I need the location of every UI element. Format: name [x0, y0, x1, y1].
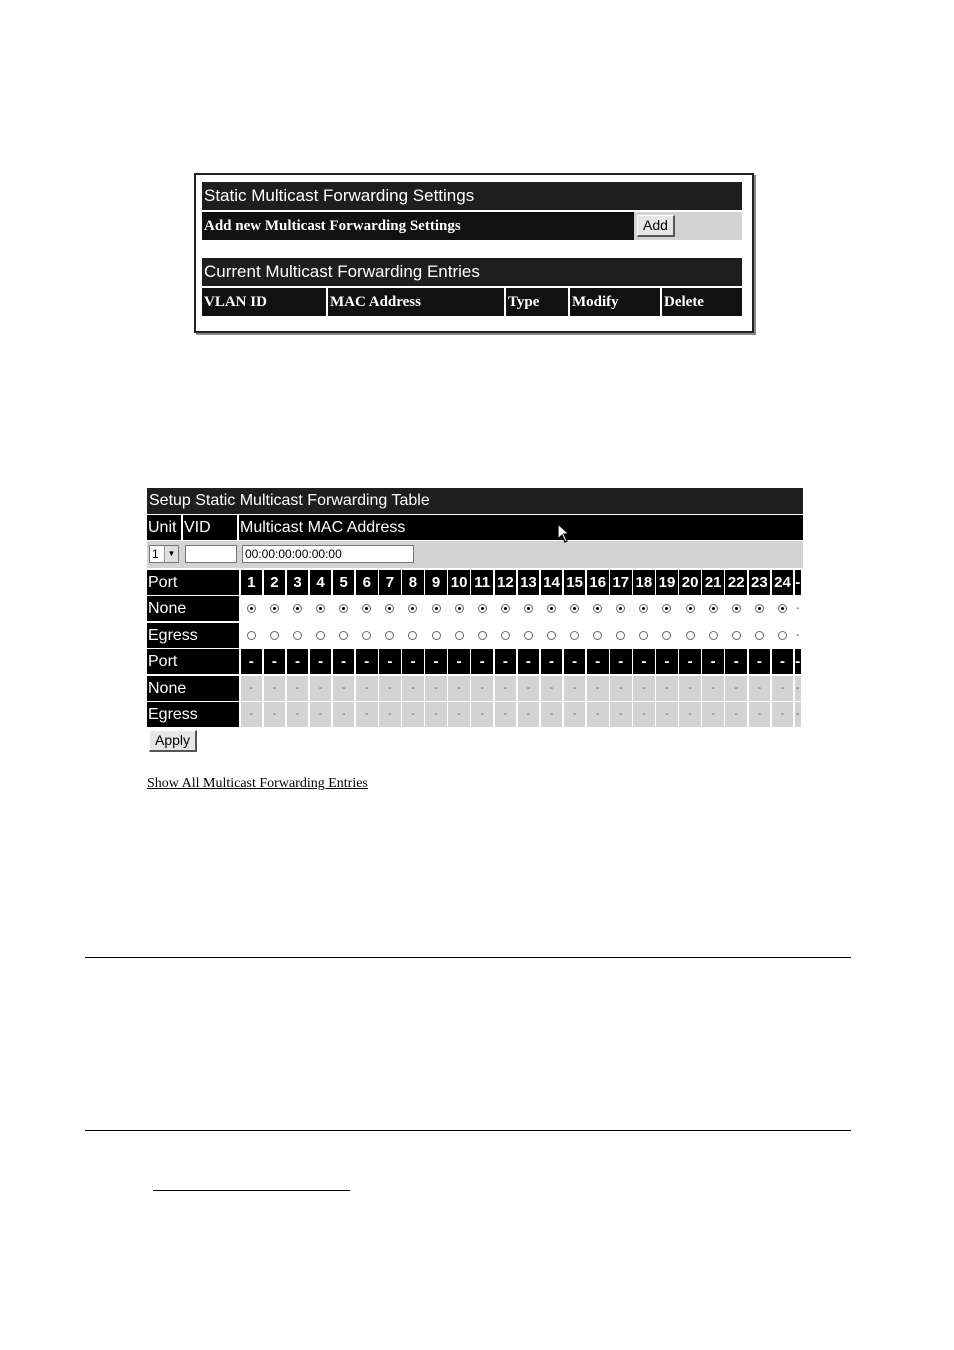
port-6-none-radio[interactable] [362, 604, 371, 613]
port-19-none-radio[interactable] [662, 604, 671, 613]
port-13-egress-radio[interactable] [524, 631, 533, 640]
add-settings-label: Add new Multicast Forwarding Settings [202, 212, 634, 240]
setup-inputs-row [147, 541, 803, 568]
port-number: 4 [310, 570, 332, 595]
port-number: - [795, 570, 801, 595]
port-number: 20 [679, 570, 701, 595]
port-7-egress-radio[interactable] [385, 631, 394, 640]
port-7-none-radio[interactable] [385, 604, 394, 613]
radio-cell [772, 596, 794, 621]
radio-cell [610, 596, 632, 621]
empty-port-cell: - [772, 676, 794, 701]
radio-cell [587, 623, 609, 648]
empty-port-cell: - [310, 702, 332, 727]
port-number: 19 [656, 570, 678, 595]
radio-cell [749, 596, 771, 621]
port-number: - [333, 649, 355, 674]
port-number: 17 [610, 570, 632, 595]
radio-cell [402, 596, 424, 621]
column-type: Type [506, 288, 568, 316]
empty-port-cell: - [356, 702, 378, 727]
empty-port-cell: - [356, 676, 378, 701]
row-label-egress: Egress [147, 623, 239, 648]
port-1-egress-radio[interactable] [247, 631, 256, 640]
empty-port-cell: - [656, 676, 678, 701]
empty-port-cell: - [379, 702, 401, 727]
empty-port-cell: - [610, 702, 632, 727]
empty-port-cell: - [448, 676, 470, 701]
empty-port-cell: - [541, 702, 563, 727]
port-14-none-radio[interactable] [547, 604, 556, 613]
radio-cell [264, 623, 286, 648]
port-number: - [425, 649, 447, 674]
empty-port-cell: - [679, 702, 701, 727]
port-23-none-radio[interactable] [755, 604, 764, 613]
radio-cell [448, 623, 470, 648]
radio-cell [425, 623, 447, 648]
empty-port-cell: - [795, 676, 801, 701]
add-button[interactable]: Add [637, 215, 675, 237]
row-label-none: None [147, 676, 239, 701]
radio-cell [495, 596, 517, 621]
port-16-egress-radio[interactable] [593, 631, 602, 640]
radio-cell [333, 596, 355, 621]
radio-cell [702, 623, 724, 648]
mouse-cursor-icon [557, 523, 571, 545]
show-all-entries-link[interactable]: Show All Multicast Forwarding Entries [147, 776, 368, 791]
port-18-egress-radio[interactable] [639, 631, 648, 640]
row-label-port: Port [147, 570, 239, 595]
port-number: 1 [241, 570, 263, 595]
settings-title: Static Multicast Forwarding Settings [202, 182, 742, 210]
row-label-egress: Egress [147, 702, 239, 727]
static-multicast-forwarding-settings-panel [194, 173, 754, 333]
port-8-none-radio[interactable] [408, 604, 417, 613]
radio-cell [495, 623, 517, 648]
port-17-none-radio[interactable] [616, 604, 625, 613]
empty-port-cell: - [333, 702, 355, 727]
add-settings-row [202, 212, 742, 240]
port-number: - [356, 649, 378, 674]
radio-cell [587, 596, 609, 621]
empty-port-cell: - [633, 676, 655, 701]
empty-port-cell: - [587, 676, 609, 701]
port-9-egress-radio[interactable] [432, 631, 441, 640]
radio-cell [656, 623, 678, 648]
divider-line [85, 957, 851, 958]
empty-port-cell: - [679, 676, 701, 701]
current-entries-title: Current Multicast Forwarding Entries [202, 258, 742, 286]
port-number: 2 [264, 570, 286, 595]
port-number: - [795, 649, 801, 674]
mac-header: Multicast MAC Address [239, 515, 803, 540]
radio-cell [679, 596, 701, 621]
radio-cell [564, 596, 586, 621]
radio-cell [287, 623, 309, 648]
port-number: - [772, 649, 794, 674]
port-16-none-radio[interactable] [593, 604, 602, 613]
port-24-egress-radio[interactable] [778, 631, 787, 640]
port-number: 7 [379, 570, 401, 595]
mac-address-input[interactable]: 00:00:00:00:00:00 [242, 545, 414, 563]
empty-port-cell: - [241, 702, 263, 727]
port-number: - [679, 649, 701, 674]
radio-cell [356, 623, 378, 648]
port-2-none-radio[interactable] [270, 604, 279, 613]
radio-cell [241, 596, 263, 621]
empty-port-cell: - [587, 702, 609, 727]
radio-cell [541, 596, 563, 621]
empty-port-cell: - [402, 676, 424, 701]
divider-line [85, 1130, 851, 1131]
radio-cell [241, 623, 263, 648]
radio-cell [633, 623, 655, 648]
empty-port-cell: - [702, 676, 724, 701]
port-19-egress-radio[interactable] [662, 631, 671, 640]
port-15-none-radio[interactable] [570, 604, 579, 613]
port-number: 23 [749, 570, 771, 595]
empty-port-cell: - [656, 702, 678, 727]
port-12-egress-radio[interactable] [501, 631, 510, 640]
setup-title: Setup Static Multicast Forwarding Table [147, 488, 803, 514]
port-20-none-radio[interactable] [686, 604, 695, 613]
port-number: - [587, 649, 609, 674]
column-mac-address: MAC Address [328, 288, 504, 316]
empty-port-cell: - [333, 676, 355, 701]
radio-cell [725, 596, 747, 621]
port-number: - [495, 649, 517, 674]
port-number: - [287, 649, 309, 674]
radio-cell [310, 596, 332, 621]
port-number: - [264, 649, 286, 674]
empty-port-cell: - [564, 676, 586, 701]
radio-cell [702, 596, 724, 621]
port-number: 13 [518, 570, 540, 595]
empty-port-cell: - [518, 702, 540, 727]
port-5-none-radio[interactable] [339, 604, 348, 613]
port-number: 3 [287, 570, 309, 595]
overflow-cell: - [796, 629, 800, 641]
port-number: - [702, 649, 724, 674]
port-number: 11 [471, 570, 493, 595]
port-number: 14 [541, 570, 563, 595]
port-23-egress-radio[interactable] [755, 631, 764, 640]
port-number: - [518, 649, 540, 674]
radio-cell [541, 623, 563, 648]
unit-select[interactable]: 1 ▼ [149, 545, 179, 563]
port-number: - [448, 649, 470, 674]
column-delete: Delete [662, 288, 742, 316]
overflow-cell: - [796, 603, 800, 614]
empty-port-cell: - [264, 702, 286, 727]
empty-port-cell: - [702, 702, 724, 727]
port-grid [147, 570, 803, 728]
empty-port-cell: - [772, 702, 794, 727]
port-number: 10 [448, 570, 470, 595]
port-12-none-radio[interactable] [501, 604, 510, 613]
empty-port-cell: - [541, 676, 563, 701]
port-number: - [402, 649, 424, 674]
port-number: 9 [425, 570, 447, 595]
port-11-egress-radio[interactable] [478, 631, 487, 640]
port-number: - [241, 649, 263, 674]
radio-cell [633, 596, 655, 621]
empty-port-cell: - [264, 676, 286, 701]
port-number: - [379, 649, 401, 674]
empty-port-cell: - [448, 702, 470, 727]
port-number: - [310, 649, 332, 674]
row-label-none: None [147, 596, 239, 621]
radio-cell [656, 596, 678, 621]
unit-header: Unit [147, 515, 181, 540]
port-4-egress-radio[interactable] [316, 631, 325, 640]
empty-port-cell: - [287, 676, 309, 701]
port-number: 24 [772, 570, 794, 595]
port-3-none-radio[interactable] [293, 604, 302, 613]
radio-cell [610, 623, 632, 648]
port-number: 18 [633, 570, 655, 595]
port-number: - [656, 649, 678, 674]
setup-multicast-forwarding-panel [147, 488, 803, 752]
empty-port-cell: - [564, 702, 586, 727]
port-10-none-radio[interactable] [455, 604, 464, 613]
empty-port-cell: - [795, 702, 801, 727]
entries-table-header [202, 288, 742, 316]
radio-cell [471, 623, 493, 648]
empty-port-cell: - [725, 702, 747, 727]
radio-cell [310, 623, 332, 648]
radio-cell [749, 623, 771, 648]
empty-port-cell: - [610, 676, 632, 701]
port-number: - [749, 649, 771, 674]
empty-port-cell: - [471, 702, 493, 727]
port-number: - [610, 649, 632, 674]
radio-cell [564, 623, 586, 648]
radio-cell [471, 596, 493, 621]
radio-cell [264, 596, 286, 621]
empty-port-cell: - [241, 676, 263, 701]
radio-cell [333, 623, 355, 648]
port-4-none-radio[interactable] [316, 604, 325, 613]
column-vlan-id: VLAN ID [202, 288, 326, 316]
empty-port-cell: - [749, 702, 771, 727]
port-number: - [725, 649, 747, 674]
radio-cell [679, 623, 701, 648]
radio-cell [356, 596, 378, 621]
radio-cell [772, 623, 794, 648]
radio-cell [725, 623, 747, 648]
port-10-egress-radio[interactable] [455, 631, 464, 640]
port-number: 21 [702, 570, 724, 595]
port-18-none-radio[interactable] [639, 604, 648, 613]
port-number: 16 [587, 570, 609, 595]
port-number: 5 [333, 570, 355, 595]
dropdown-arrow-icon: ▼ [164, 546, 178, 562]
port-number: 15 [564, 570, 586, 595]
empty-port-cell: - [495, 702, 517, 727]
port-20-egress-radio[interactable] [686, 631, 695, 640]
radio-cell [425, 596, 447, 621]
port-15-egress-radio[interactable] [570, 631, 579, 640]
port-number: - [564, 649, 586, 674]
footnote-rule [153, 1190, 350, 1191]
port-number: 22 [725, 570, 747, 595]
apply-button[interactable]: Apply [149, 730, 197, 752]
empty-port-cell: - [725, 676, 747, 701]
empty-port-cell: - [749, 676, 771, 701]
port-number: - [471, 649, 493, 674]
radio-cell [518, 596, 540, 621]
port-number: 8 [402, 570, 424, 595]
column-modify: Modify [570, 288, 660, 316]
port-9-none-radio[interactable] [432, 604, 441, 613]
port-number: - [633, 649, 655, 674]
vid-header: VID [183, 515, 237, 540]
radio-cell [379, 596, 401, 621]
port-21-egress-radio[interactable] [709, 631, 718, 640]
port-22-none-radio[interactable] [732, 604, 741, 613]
empty-port-cell: - [402, 702, 424, 727]
port-24-none-radio[interactable] [778, 604, 787, 613]
empty-port-cell: - [633, 702, 655, 727]
setup-field-headers [147, 515, 803, 540]
port-1-none-radio[interactable] [247, 604, 256, 613]
radio-cell [448, 596, 470, 621]
empty-port-cell: - [518, 676, 540, 701]
port-14-egress-radio[interactable] [547, 631, 556, 640]
port-22-egress-radio[interactable] [732, 631, 741, 640]
radio-cell [402, 623, 424, 648]
empty-port-cell: - [310, 676, 332, 701]
port-21-none-radio[interactable] [709, 604, 718, 613]
radio-cell [379, 623, 401, 648]
empty-port-cell: - [425, 676, 447, 701]
radio-cell [287, 596, 309, 621]
port-5-egress-radio[interactable] [339, 631, 348, 640]
port-number: 6 [356, 570, 378, 595]
empty-port-cell: - [425, 702, 447, 727]
empty-port-cell: - [287, 702, 309, 727]
vid-input[interactable] [185, 545, 237, 563]
port-2-egress-radio[interactable] [270, 631, 279, 640]
empty-port-cell: - [495, 676, 517, 701]
port-8-egress-radio[interactable] [408, 631, 417, 640]
port-17-egress-radio[interactable] [616, 631, 625, 640]
radio-cell [518, 623, 540, 648]
empty-port-cell: - [379, 676, 401, 701]
port-3-egress-radio[interactable] [293, 631, 302, 640]
row-label-port: Port [147, 649, 239, 674]
port-number: - [541, 649, 563, 674]
empty-port-cell: - [471, 676, 493, 701]
port-11-none-radio[interactable] [478, 604, 487, 613]
port-number: 12 [495, 570, 517, 595]
port-6-egress-radio[interactable] [362, 631, 371, 640]
port-13-none-radio[interactable] [524, 604, 533, 613]
